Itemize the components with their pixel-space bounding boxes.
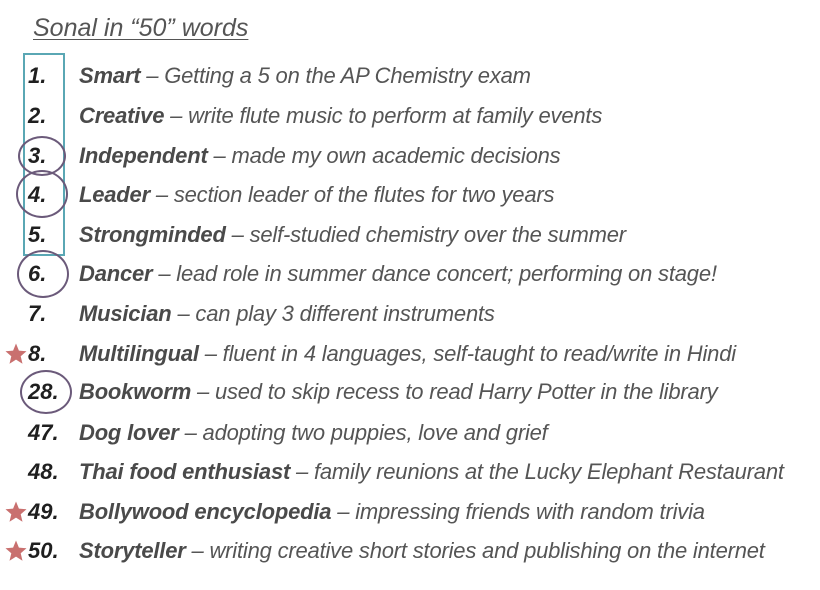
star-icon (4, 500, 28, 524)
item-word: Dog lover (79, 420, 179, 445)
list-item (0, 454, 820, 490)
list-item (0, 415, 820, 451)
list-item (0, 336, 820, 372)
item-word: Creative (79, 103, 165, 128)
item-word: Thai food enthusiast (79, 459, 291, 484)
item-description: – writing creative short stories and publishing on the internet (185, 538, 765, 563)
item-description: – Getting a 5 on the AP Chemistry exam (140, 63, 531, 88)
item-word: Multilingual (79, 341, 199, 366)
list-item (0, 217, 820, 253)
item-number: 6. (28, 261, 47, 286)
item-number: 50. (28, 538, 59, 563)
list-item (0, 494, 820, 530)
item-word: Smart (79, 63, 141, 88)
item-number: 28. (28, 379, 59, 404)
item-description: – self-studied chemistry over the summer (225, 222, 626, 247)
list-item (0, 98, 820, 134)
item-description: – family reunions at the Lucky Elephant Restaurant (290, 459, 784, 484)
list-item (0, 374, 820, 410)
item-description: – fluent in 4 languages, self-taught to read/write in Hindi (198, 341, 736, 366)
item-number: 5. (28, 222, 47, 247)
star-icon (4, 342, 28, 366)
item-description: – lead role in summer dance concert; performing on stage! (152, 261, 717, 286)
item-word: Dancer (79, 261, 153, 286)
list-item (0, 138, 820, 174)
item-word: Independent (79, 143, 208, 168)
list-item (0, 256, 820, 292)
item-number: 4. (28, 182, 47, 207)
item-number: 1. (28, 63, 47, 88)
item-number: 8. (28, 341, 47, 366)
item-description: – write flute music to perform at family events (164, 103, 603, 128)
list-item (0, 533, 820, 569)
item-description: – impressing friends with random trivia (331, 499, 705, 524)
item-number: 47. (28, 420, 59, 445)
item-number: 49. (28, 499, 59, 524)
list-item (0, 296, 820, 332)
item-word: Leader (79, 182, 150, 207)
item-number: 2. (28, 103, 47, 128)
item-description: – made my own academic decisions (207, 143, 561, 168)
star-icon (4, 539, 28, 563)
item-number: 48. (28, 459, 59, 484)
item-description: – section leader of the flutes for two years (149, 182, 555, 207)
item-description: – used to skip recess to read Harry Potter in the library (191, 379, 718, 404)
item-description: – adopting two puppies, love and grief (178, 420, 548, 445)
list-item (0, 58, 820, 94)
page-title: Sonal in “50” words (33, 14, 249, 42)
item-word: Musician (79, 301, 172, 326)
item-number: 3. (28, 143, 47, 168)
item-word: Storyteller (79, 538, 186, 563)
item-word: Strongminded (79, 222, 226, 247)
item-word: Bookworm (79, 379, 192, 404)
item-word: Bollywood encyclopedia (79, 499, 332, 524)
item-number: 7. (28, 301, 47, 326)
list-item (0, 177, 820, 213)
item-description: – can play 3 different instruments (171, 301, 495, 326)
